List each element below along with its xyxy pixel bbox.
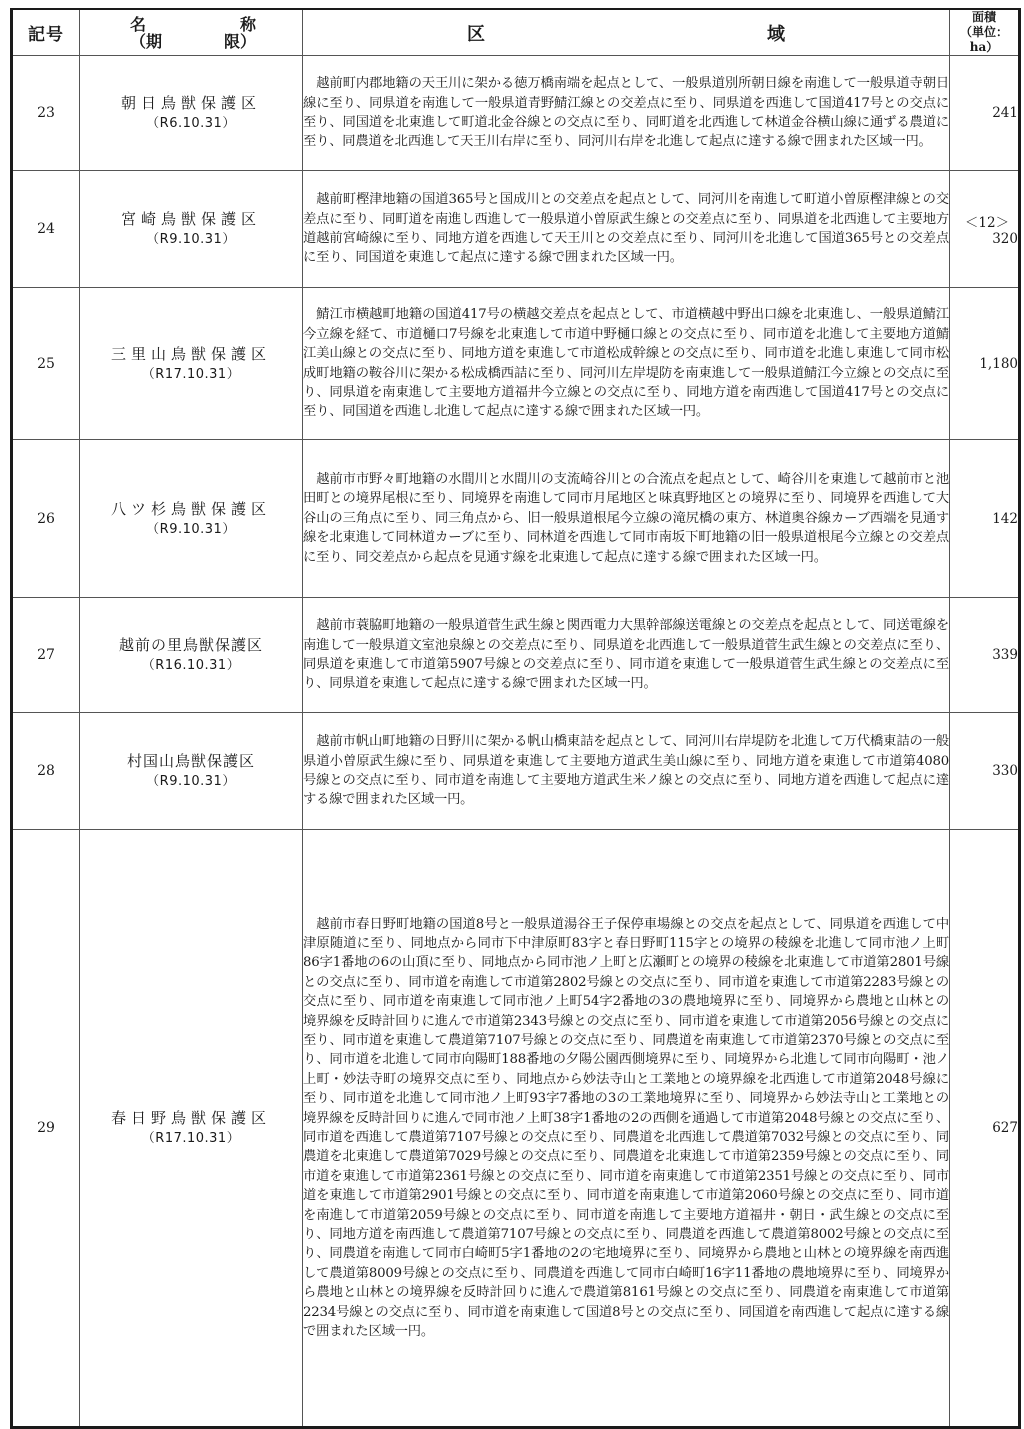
area-description: 越前市春日野町地籍の国道8号と一般県道湯谷王子保停車場線との交点を起点として、同県道を西進して中津原随道に至り、同地点から同市下中津原町83字と春日野町115字との境界の稜線を北進して同市池ノ上町86字1番地の6の山頂に至り、同地点から同市池ノ上町と広瀬町との境界の稜線を北東進して市道第2801号線との交点に至り、同市道を南進して市道第2802号線との交点に至り、同市道を東進して市道第2283号線との交点に至り、同市道を南東進して同市池ノ上町54字2番地の3の農地境界に至り、同境界から農地と山林との境界線を反時計回りに進んで市道第2343号線との交点に至り、同市道を東進して市道第2056号線との交点に至り、同市道を東進して農道第7107号線との交点に至り、同農道を南東進して市道第2370号線との交点に至り、同市道を北進して同市向陽町188番地の夕陽公園西側境界に至り、同境界から北進して同市向陽町・池ノ上町・妙法寺町の境界交点に至り、同地点から妙法寺山と工業地との境界線を北西進して市道第2048号線に至り、同市道を北進して同市池ノ上町93字7番地の3の工業地境界に至り、同境界から妙法寺山と工業地との境界線を反時計回りに進んで同市池ノ上町38字1番地の2の西側を通過して市道第2048号線との交点に至り、同市道を西進して農道第7107号線との交点に至り、同農道を北西進して農道第7032号線との交点に至り、同農道を北東進して農道第7029号線との交点に至り、同農道を北東進して市道第2359号線との交点に至り、同市道を東進して市道第2361号線との交点に至り、同市道を南東進して市道第2351号線との交点に至り、同市道を東進して市道第2901号線との交点に至り、同市道を南東進して市道第2060号線との交点に至り、同市道を南進して市道第2059号線との交点に至り、同市道を南進して主要地方道福井・朝日・武生線との交点に至り、同地方道を南西進して農道第7107号線との交点に至り、同農道を西進して農道第8002号線との交点に至り、同農道を南進して同市白崎町5字1番地の2の宅地境界に至り、同境界から農地と山林との境界線を南西進して農道第8009号線との交点に至り、同農道を西進して同市白崎町16字11番地の農地境界に至り、同境界から農地と山林との境界線を反時計回りに進んで農道第8161号線との交点に至り、同農道を南東進して市道第2234号線との交点に至り、同市道を南東進して国道8号との交点に至り、同国道を南西進して起点に達する線で囲まれた区域一円。 bbox=[303, 830, 950, 1428]
table-row bbox=[12, 713, 1020, 830]
row-name-cell bbox=[80, 713, 303, 830]
area-size-note: ＜12＞ bbox=[964, 215, 1010, 231]
row-number: 26 bbox=[12, 440, 80, 598]
table-row bbox=[12, 288, 1020, 440]
row-size-cell bbox=[950, 440, 1020, 598]
header-size bbox=[950, 9, 1020, 56]
area-description: 越前市帆山町地籍の日野川に架かる帆山橋東詰を起点として、同河川右岸堤防を北進して万代橋東詰の一般県道小曽原武生線に至り、同県道を東進して主要地方道武生美山線に至り、同地方道を東進して市道第4080号線との交点に至り、同市道を南進して主要地方道武生米ノ線との交点に至り、同地方道を西進して起点に達する線で囲まれた区域一円。 bbox=[303, 713, 950, 830]
row-name-cell bbox=[80, 598, 303, 713]
row-number: 25 bbox=[12, 288, 80, 440]
table-row bbox=[12, 56, 1020, 171]
header-area-right: 域 bbox=[767, 23, 785, 45]
area-period: （R9.10.31） bbox=[146, 774, 236, 789]
wildlife-protection-area-table bbox=[10, 8, 1021, 1429]
header-name-period bbox=[80, 9, 303, 56]
row-name-cell bbox=[80, 288, 303, 440]
header-name-left: 名 bbox=[130, 14, 147, 34]
area-period: （R17.10.31） bbox=[141, 366, 241, 382]
row-size-cell bbox=[950, 830, 1020, 1428]
area-period: （R6.10.31） bbox=[146, 116, 236, 131]
header-period-left: （期 bbox=[130, 31, 163, 51]
area-size: 339 bbox=[992, 647, 1018, 663]
area-size: 1,180 bbox=[979, 355, 1018, 372]
row-number: 24 bbox=[12, 171, 80, 288]
area-period: （R9.10.31） bbox=[146, 521, 236, 537]
header-name-right: 称 bbox=[239, 14, 256, 34]
row-number: 27 bbox=[12, 598, 80, 713]
area-description: 越前市蓑脇町地籍の一般県道菅生武生線と関西電力大黒幹部線送電線との交差点を起点として、同送電線を南進して一般県道文室池泉線との交差点に至り、同県道を北西進して一般県道菅生武生線との交差点に至り、同県道を東進して市道第5907号線との交差点に至り、同市道を東進して一般県道菅生武生線との交差点に至り、同県道を東進して起点に達する線で囲まれた区域一円。 bbox=[303, 598, 950, 713]
area-description: 越前町内郡地籍の天王川に架かる徳万橋南端を起点として、一般県道別所朝日線を南進して一般県道寺朝日線に至り、同県道を南進して一般県道青野鯖江線との交差点に至り、同県道を西進して国道417号との交点に至り、同国道を北東進して町道北金谷線との交点に至り、同町道を北西進して林道金谷横山線に通ずる農道に至り、同農道を北西進して天王川右岸に至り、同河川右岸を北進して起点に達する線で囲まれた区域一円。 bbox=[303, 56, 950, 171]
table-header bbox=[12, 9, 1020, 56]
area-name: 三里山鳥獣保護区 bbox=[110, 344, 271, 363]
table-row bbox=[12, 598, 1020, 713]
row-name-cell bbox=[80, 440, 303, 598]
row-number: 28 bbox=[12, 713, 80, 830]
row-name-cell bbox=[80, 56, 303, 171]
area-description: 鯖江市横越町地籍の国道417号の横越交差点を起点として、市道横越中野出口線を北東進し、一般県道鯖江今立線を経て、市道樋口7号線を北東進して市道中野樋口線との交点に至り、同市道を北進して主要地方道鯖江美山線との交点に至り、同地方道を東進して市道松成幹線との交点に至り、同市道を北進し東進して同市松成町地籍の鞍谷川に架かる松成橋西詰に至り、同河川左岸堤防を南東進して一般県道鯖江今立線との交点に至り、同県道を南東進して主要地方道福井今立線との交点に至り、同地方道を南西進して国道417号との交点に至り、同国道を西進し北進して起点に達する線で囲まれた区域一円。 bbox=[303, 288, 950, 440]
table-row bbox=[12, 830, 1020, 1428]
row-size-cell bbox=[950, 56, 1020, 171]
area-name: 春日野鳥獣保護区 bbox=[110, 1109, 271, 1127]
area-name: 越前の里鳥獣保護区 bbox=[118, 636, 263, 654]
row-size-cell bbox=[950, 288, 1020, 440]
area-size: 142 bbox=[992, 510, 1018, 527]
row-size-cell bbox=[950, 713, 1020, 830]
header-area bbox=[303, 9, 950, 56]
row-number: 23 bbox=[12, 56, 80, 171]
header-number: 記号 bbox=[12, 9, 80, 56]
area-period: （R16.10.31） bbox=[141, 658, 241, 673]
header-size-title: 面積 bbox=[971, 10, 996, 24]
area-period: （R17.10.31） bbox=[141, 1131, 241, 1146]
area-size: 330 bbox=[992, 763, 1018, 779]
row-name-cell bbox=[80, 171, 303, 288]
header-period-right: 限） bbox=[223, 31, 256, 51]
table-row bbox=[12, 171, 1020, 288]
area-size: 320 bbox=[992, 231, 1018, 247]
area-name: 八ツ杉鳥獣保護区 bbox=[110, 499, 271, 518]
area-period: （R9.10.31） bbox=[146, 232, 236, 247]
area-description: 越前町樫津地籍の国道365号と国成川との交差点を起点として、同河川を南進して町道小曽原樫津線との交差点に至り、同町道を南進し西進して一般県道小曽原武生線との交差点に至り、同県道を北西進して主要地方道越前宮崎線に至り、同地方道を西進して天王川との交差点に至り、同河川を北進して国道365号との交差点に至り、同国道を東進して起点に達する線で囲まれた区域一円。 bbox=[303, 171, 950, 288]
header-area-left: 区 bbox=[467, 23, 485, 45]
row-size-cell bbox=[950, 598, 1020, 713]
area-description: 越前市市野々町地籍の水間川と水間川の支流崎谷川との合流点を起点として、崎谷川を東進して越前市と池田町との境界尾根に至り、同境界を南進して同市月尾地区と味真野地区との境界に至り、同境界を西進して大谷山の三角点に至り、同三角点から、旧一般県道根尾今立線の滝尻橋の東方、林道奥谷線カーブ西端を見通す線を北東進して同林道カーブに至り、同林道を西進して同市南坂下町地籍の旧一般県道根尾今立線との交差点に至り、同交差点から起点を見通す線を北東進して起点に達する線で囲まれた区域一円。 bbox=[303, 440, 950, 598]
area-size: 627 bbox=[992, 1120, 1018, 1136]
row-size-cell bbox=[950, 171, 1020, 288]
area-size: 241 bbox=[992, 105, 1018, 121]
table-row bbox=[12, 440, 1020, 598]
row-name-cell bbox=[80, 830, 303, 1428]
area-name: 村国山鳥獣保護区 bbox=[126, 752, 255, 770]
area-name: 宮崎鳥獣保護区 bbox=[120, 210, 261, 228]
area-name: 朝日鳥獣保護区 bbox=[120, 94, 261, 112]
row-number: 29 bbox=[12, 830, 80, 1428]
header-size-unit: （単位：ha） bbox=[959, 25, 1008, 54]
